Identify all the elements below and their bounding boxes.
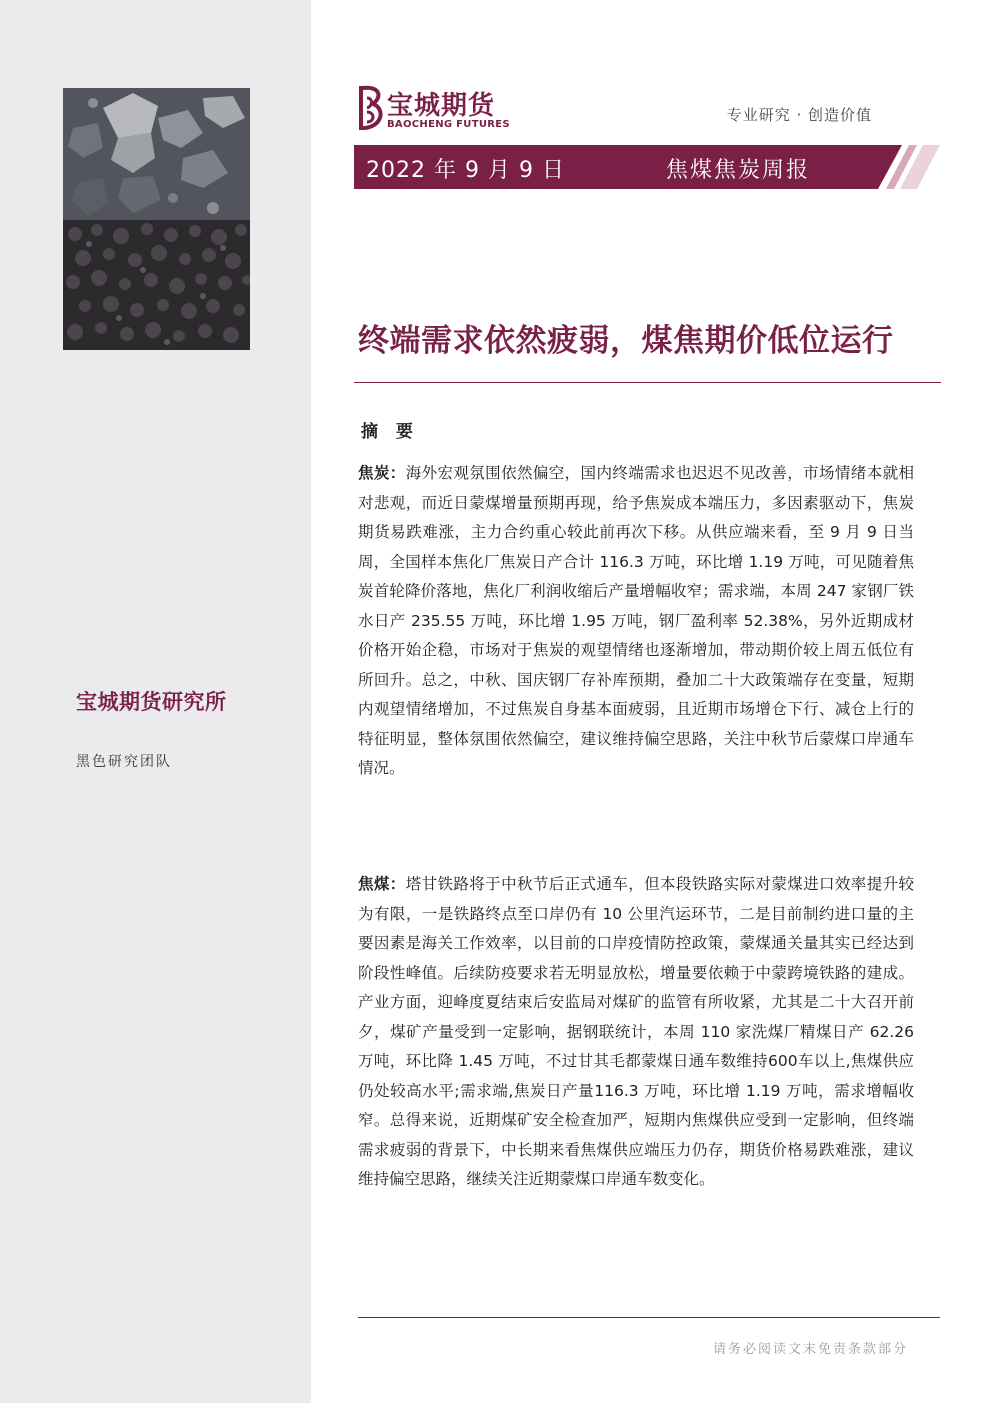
logo-text-en: BAOCHENG FUTURES — [387, 119, 510, 130]
slogan: 专业研究 · 创造价值 — [726, 106, 872, 124]
title-divider — [354, 382, 941, 383]
section-coal-text: 塔甘铁路将于中秋节后正式通车，但本段铁路实际对蒙煤进口效率提升较为有限，一是铁路终点至口岸仍有 10 公里汽运环节，二是目前制约进口量的主要因素是海关工作效率，以目前的口岸疫情防控政策，蒙煤通关量其实已经达到阶段性峰值。后续防疫要求若无明显放松，增量要依赖于中蒙跨境铁路的建成。产业方面，迎峰度夏结束后安监局对煤矿的监管有所收紧，尤其是二十大召开前夕，煤矿产量受到一定影响，据钢联统计，本周 110 家洗煤厂精煤日产 62.26 万吨，环比降 1.45 万吨，不过甘其毛都蒙煤日通车数维持600车以上,焦煤供应仍处较高水平;需求端,焦炭日产量116.3 万吨，环比增 1.19 万吨，需求增幅收窄。总得来说，近期煤矿安全检查加严，短期内焦煤供应受到一定影响，但终端需求疲弱的背景下，中长期来看焦煤供应端压力仍存，期货价格易跌难涨，建议维持偏空思路，继续关注近期蒙煤口岸通车数变化。 — [358, 875, 914, 1188]
report-date: 2022 年 9 月 9 日 — [366, 158, 565, 183]
section-coke-lead: 焦炭： — [358, 464, 406, 482]
section-coking-coal — [358, 870, 914, 1195]
page-title: 终端需求依然疲弱，煤焦期价低位运行 — [358, 323, 894, 359]
section-coke — [358, 459, 914, 784]
institute-name: 宝城期货研究所 — [76, 690, 227, 714]
logo-mark-icon — [357, 84, 385, 132]
section-coke-text: 海外宏观氛围依然偏空，国内终端需求也迟迟不见改善，市场情绪本就相对悲观，而近日蒙煤增量预期再现，给予焦炭成本端压力，多因素驱动下，焦炭期货易跌难涨，主力合约重心较此前再次下移。从供应端来看，至 9 月 9 日当周，全国样本焦化厂焦炭日产合计 116.3 万吨，环比增 1.19 万吨，可见随着焦炭首轮降价落地，焦化厂利润收缩后产量增幅收窄；需求端，本周 247 家钢厂铁水日产 235.55 万吨，环比增 1.95 万吨，钢厂盈利率 52.38%，另外近期成材价格开始企稳，市场对于焦炭的观望情绪也逐渐增加，带动期价较上周五低位有所回升。总之，中秋、国庆钢厂存补库预期，叠加二十大政策端存在变量，短期内观望情绪增加，不过焦炭自身基本面疲弱，且近期市场增仓下行、减仓上行的特征明显，整体氛围依然偏空，建议维持偏空思路，关注中秋节后蒙煤口岸通车情况。 — [358, 464, 914, 777]
section-coal-lead: 焦煤： — [358, 875, 406, 893]
footer-divider — [358, 1317, 940, 1318]
team-name: 黑色研究团队 — [76, 754, 172, 770]
report-banner — [354, 145, 940, 189]
disclaimer-note: 请务必阅读文末免责条款部分 — [712, 1342, 908, 1357]
abstract-label: 摘 要 — [361, 422, 419, 442]
sidebar — [0, 0, 311, 1403]
company-logo — [357, 84, 527, 134]
coal-photo-top — [63, 88, 250, 220]
logo-text-cn: 宝城期货 — [387, 91, 496, 121]
report-type: 焦煤焦炭周报 — [666, 158, 811, 183]
coke-photo-bottom — [63, 220, 250, 350]
